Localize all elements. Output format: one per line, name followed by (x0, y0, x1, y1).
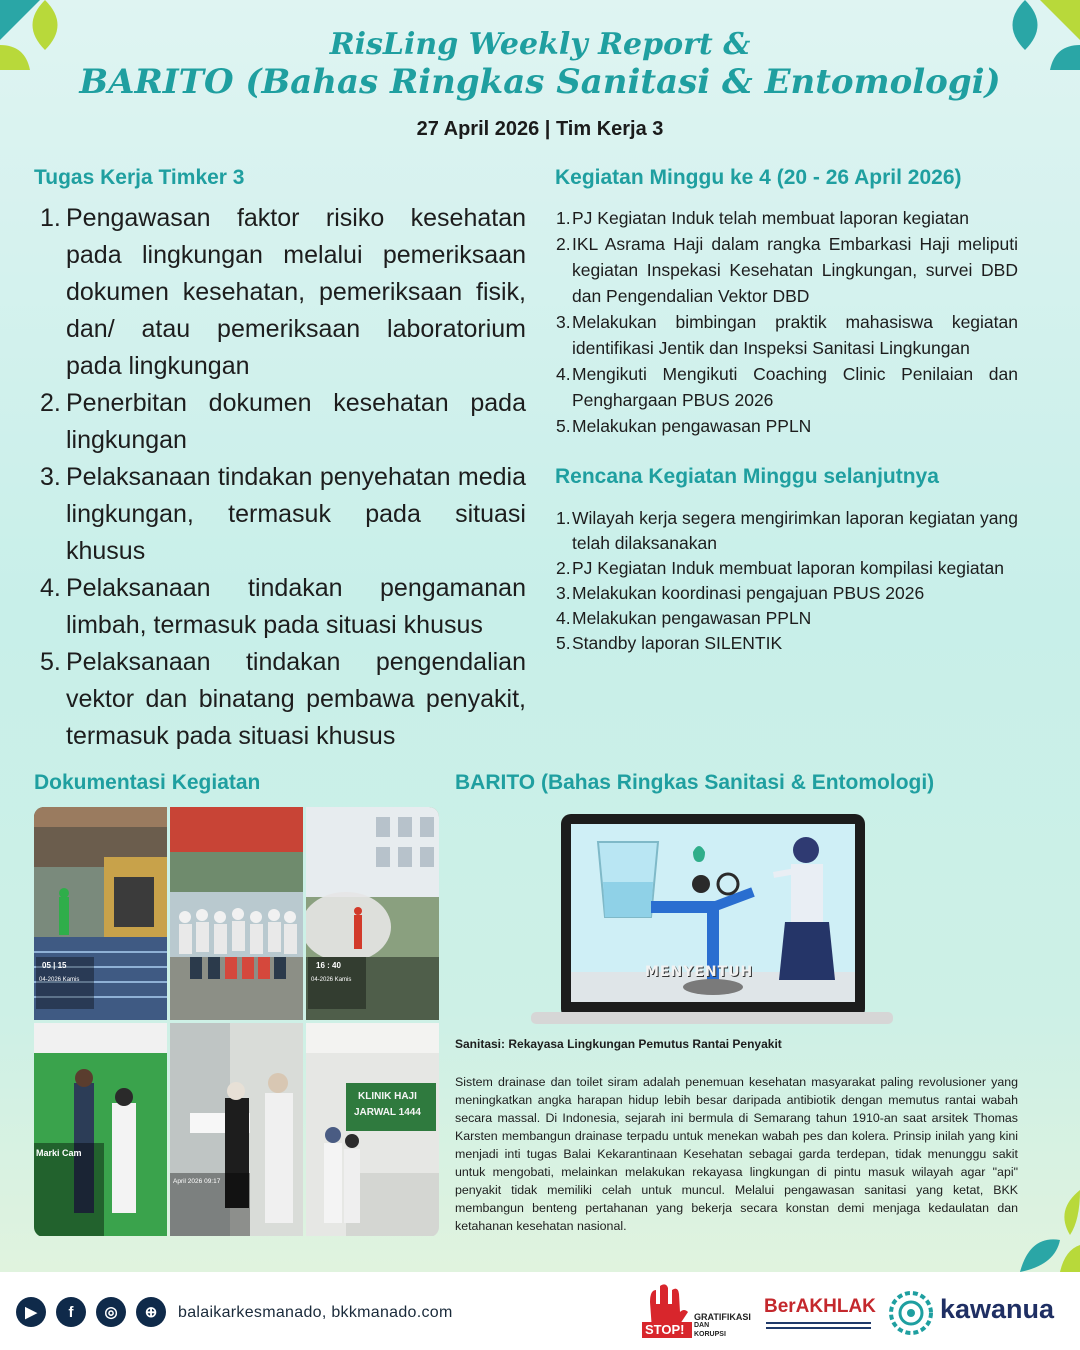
stop-text-1: GRATIFIKASI (694, 1312, 751, 1322)
list-item: 5. Pelaksanaan tindakan pengendalian vektor dan binatang pembawa penyakit, termasuk pada situasi khusus (40, 648, 526, 750)
kegiatan-heading: Kegiatan Minggu ke 4 (20 - 26 April 2026) (555, 166, 962, 189)
berakhlak-logo (764, 1290, 880, 1338)
photo-fogging-building (34, 807, 167, 1020)
stop-label: STOP! (645, 1322, 685, 1337)
kegiatan-list (556, 205, 1018, 439)
kawanua-logo (888, 1290, 1068, 1338)
clinic-sign-line-1: KLINIK HAJI (358, 1091, 417, 1102)
list-item: 4. Mengikuti Mengikuti Coaching Clinic Penilaian dan Penghargaan PBUS 2026 (556, 364, 1018, 410)
footer-links[interactable]: balaikarkesmanado, bkkmanado.com (178, 1304, 453, 1321)
instagram-icon[interactable]: ◎ (96, 1297, 126, 1327)
title-line-1: RisLing Weekly Report & (329, 27, 751, 62)
photo-caption: Marki Cam (36, 1148, 82, 1158)
rencana-list (556, 506, 1018, 656)
photo-date: 04-2026 Kamis (39, 977, 80, 983)
report-date: 27 April 2026 | Tim Kerja 3 (416, 118, 664, 140)
berakhlak-underline-2 (766, 1327, 871, 1329)
photo-clinic (306, 1023, 439, 1236)
dokumentasi-heading: Dokumentasi Kegiatan (34, 771, 261, 794)
kawanua-text: kawanua (940, 1294, 1055, 1324)
photo-green-room (34, 1023, 167, 1236)
list-item: 2. PJ Kegiatan Induk membuat laporan kompilasi kegiatan (556, 558, 1004, 578)
stop-text-3: KORUPSI (694, 1331, 726, 1338)
photo-date: April 2026 09:17 (173, 1178, 221, 1185)
title-line-2: BARITO (Bahas Ringkas Sanitasi & Entomologi) (79, 61, 1001, 102)
photo-washbasin (170, 1023, 303, 1236)
barito-heading: BARITO (Bahas Ringkas Sanitasi & Entomologi) (455, 771, 935, 794)
article-title: Sanitasi: Rekayasa Lingkungan Pemutus Rantai Penyakit (455, 1037, 782, 1051)
photo-grid (34, 807, 439, 1237)
tugas-list (40, 200, 526, 755)
stop-gratifikasi-logo (642, 1282, 752, 1340)
article-body: Sistem drainase dan toilet siram adalah penemuan kesehatan masyarakat paling revolusioner yang meningkatkan angka harapan hidup lebih besar daripada antibiotik dengan memutus rantai wabah secara massal. Di Indonesia, sejarah ini bermula di Semarang tahun 1910-an saat arsitek Thomas Karsten membangun drainase terpadu untuk menekan wabah pes dan kolera. Prinsip inilah yang kini menjadi inti tugas Balai Kekarantinaan Kesehatan sebagai garda terdepan, tidak menunggu sakit untuk mengobati, melainkan melakukan rekayasa lingkungan di pintu masuk wilayah agar "api" penyakit tidak memiliki celah untuk muncul. Melalui pengawasan sanitasi yang ketat, BKK membangun benteng pertahanan yang bekerja secara konstan demi menjaga kedaulatan dan ketahanan kesehatan nasional. (455, 1075, 1018, 1233)
photo-date: 04-2026 Kamis (311, 977, 352, 983)
list-item: 3. Melakukan koordinasi pengajuan PBUS 2026 (556, 583, 925, 603)
list-item: 2. IKL Asrama Haji dalam rangka Embarkasi Haji meliputi kegiatan Inspekasi Kesehatan Lingkungan, survei DBD dan Pengendalian Vektor DBD (556, 234, 1018, 306)
laptop-illustration (523, 812, 901, 1032)
globe-icon[interactable]: ⊕ (136, 1297, 166, 1327)
report-title (0, 28, 1080, 102)
list-item: 4. Melakukan pengawasan PPLN (556, 608, 812, 628)
tugas-heading: Tugas Kerja Timker 3 (34, 166, 245, 189)
list-item: 3. Pelaksanaan tindakan penyehatan media lingkungan, termasuk pada situasi khusus (40, 463, 526, 565)
list-item: 2. Penerbitan dokumen kesehatan pada lingkungan (40, 389, 526, 454)
photo-timestamp: 16 : 40 (316, 961, 341, 970)
list-item: 1. PJ Kegiatan Induk telah membuat laporan kegiatan (556, 208, 969, 228)
list-item: 5. Standby laporan SILENTIK (556, 633, 783, 653)
berakhlak-text: BerAKHLAK (764, 1296, 876, 1317)
clinic-sign-line-2: JARWAL 1444 (354, 1107, 421, 1118)
list-item: 1. Pengawasan faktor risiko kesehatan pada lingkungan melalui pemeriksaan dokumen kesehatan, pemeriksaan fisik, dan/ atau pemeriksaan laboratorium pada lingkungan (40, 204, 526, 380)
list-item: 4. Pelaksanaan tindakan pengamanan limbah, termasuk pada situasi khusus (40, 574, 526, 639)
youtube-icon[interactable]: ▶ (16, 1297, 46, 1327)
stop-text-2: DAN (694, 1322, 710, 1329)
photo-group (170, 807, 303, 1020)
list-item: 3. Melakukan bimbingan praktik mahasiswa kegiatan identifikasi Jentik dan Inspeksi Sanitasi Lingkungan (556, 312, 1018, 358)
facebook-icon[interactable]: f (56, 1297, 86, 1327)
photo-fogging-outdoor (306, 807, 439, 1020)
photo-timestamp: 05 | 15 (42, 961, 67, 970)
berakhlak-underline (766, 1322, 871, 1324)
list-item: 1. Wilayah kerja segera mengirimkan laporan kegiatan yang telah dilaksanakan (556, 508, 1018, 553)
rencana-heading: Rencana Kegiatan Minggu selanjutnya (555, 465, 939, 488)
footer (0, 1272, 1080, 1350)
list-item: 5. Melakukan pengawasan PPLN (556, 416, 812, 436)
illustration-caption: MENYENTUH (645, 964, 754, 980)
